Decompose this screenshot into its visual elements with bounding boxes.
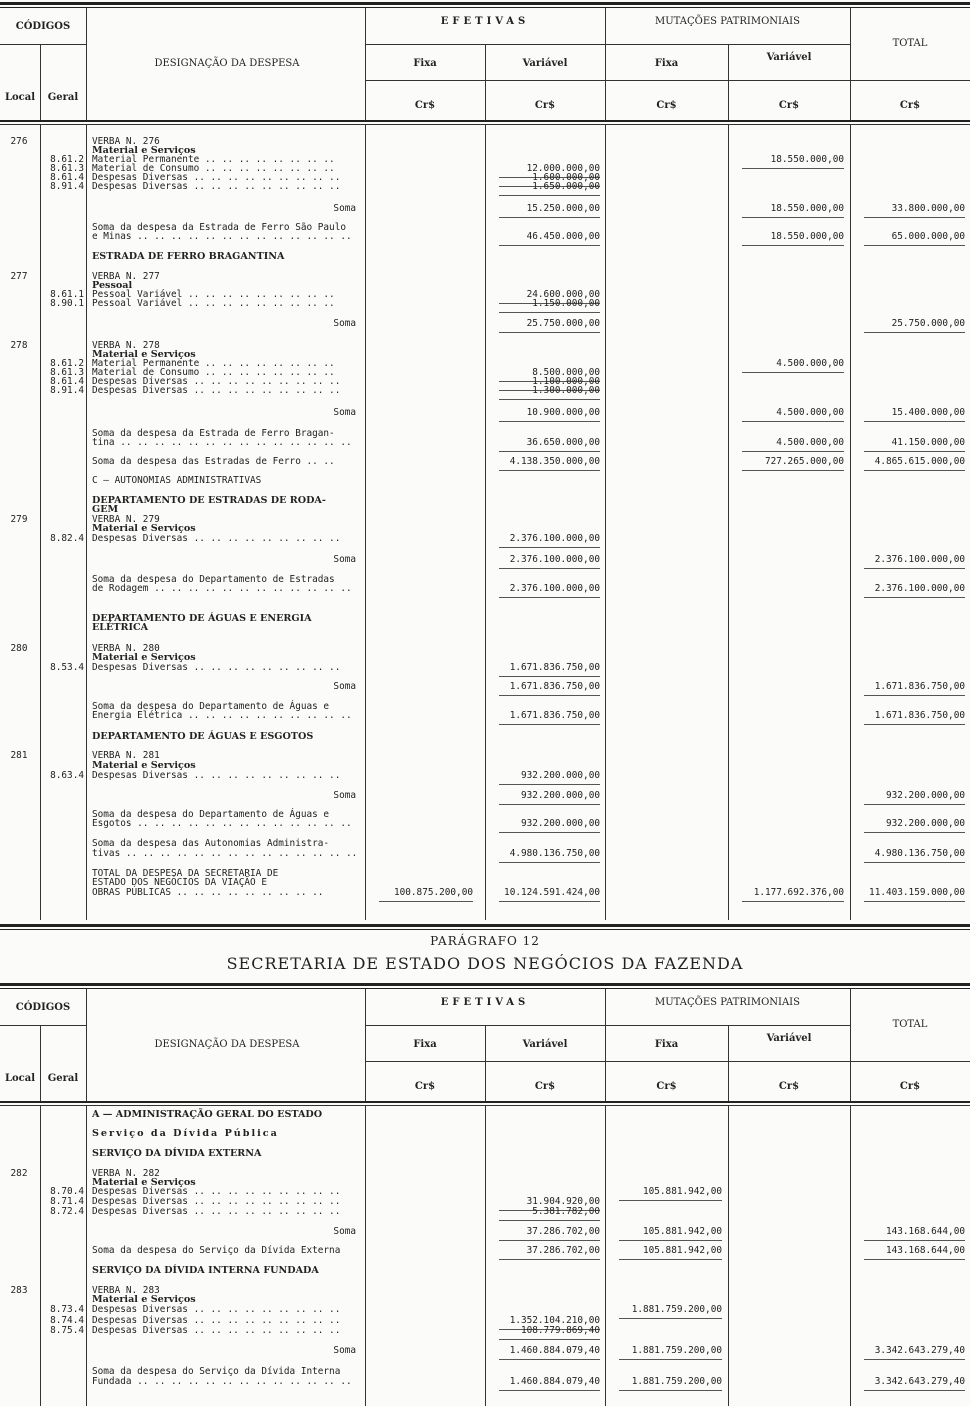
- code-local: 279: [10, 514, 28, 525]
- expense-description: Soma da despesa da Estrada de Ferro Bragan-: [92, 428, 335, 439]
- code-geral: 8.61.4: [50, 376, 84, 387]
- fixa-header: Fixa: [413, 1039, 437, 1050]
- code-geral: 8.61.3: [50, 163, 84, 174]
- currency-header: Cr$: [414, 1081, 436, 1092]
- amount-rule: [499, 217, 600, 218]
- currency-header: Cr$: [414, 100, 436, 111]
- code-geral: 8.70.4: [50, 1186, 84, 1197]
- amount-rule: [499, 901, 600, 902]
- amount-c2: 15.250.000,00: [526, 203, 600, 214]
- amount-rule: [742, 901, 844, 902]
- amount-c5: 143.168.644,00: [885, 1226, 965, 1237]
- mutacoes-header: MUTAÇÕES PATRIMONIAIS: [655, 997, 800, 1008]
- expense-description: Pessoal: [92, 280, 133, 291]
- amount-rule: [499, 421, 600, 422]
- header-divider: [86, 8, 87, 120]
- expense-description: Despesas Diversas .. .. .. .. .. .. .. .. ..: [92, 1196, 341, 1207]
- amount-c2: 25.750.000,00: [526, 318, 600, 329]
- variavel-header: Variável: [522, 1039, 568, 1050]
- section-title: SECRETARIA DE ESTADO DOS NEGÓCIOS DA FAZENDA: [226, 954, 744, 973]
- amount-rule: [499, 804, 600, 805]
- amount-c2: 12.000.000,00: [526, 163, 600, 174]
- amount-c2: 31.904.920,00: [526, 1196, 600, 1207]
- expense-description: Despesas Diversas .. .. .. .. .. .. .. .. ..: [92, 533, 341, 544]
- currency-header: Cr$: [778, 100, 800, 111]
- amount-c4: 727.265.000,00: [764, 456, 844, 467]
- amount-rule: [499, 195, 600, 196]
- amount-c2: 37.286.702,00: [526, 1245, 600, 1256]
- code-geral: 8.61.3: [50, 367, 84, 378]
- amount-c2: 2.376.100.000,00: [509, 583, 600, 594]
- expense-description: tina .. .. .. .. .. .. .. .. .. .. .. .. .. ..: [92, 437, 352, 448]
- expense-description: Despesas Diversas .. .. .. .. .. .. .. .. ..: [92, 385, 341, 396]
- expense-description: Soma da despesa do Departamento de Águas e: [92, 809, 330, 820]
- amount-c2: 1.100.000,00: [532, 376, 600, 387]
- amount-rule: [499, 862, 600, 863]
- code-geral: 8.53.4: [50, 662, 84, 673]
- expense-description: Fundada .. .. .. .. .. .. .. .. .. .. .. .. ..: [92, 1376, 352, 1387]
- expense-description: Despesas Diversas .. .. .. .. .. .. .. .. ..: [92, 172, 341, 183]
- column-divider: [728, 1106, 729, 1406]
- currency-header: Cr$: [778, 1081, 800, 1092]
- amount-c4: 18.550.000,00: [770, 203, 844, 214]
- expense-description: A — ADMINISTRAÇÃO GERAL DO ESTADO: [92, 1109, 323, 1120]
- amount-rule: [499, 332, 600, 333]
- variavel2-header: Variável: [766, 52, 812, 63]
- expense-description: Despesas Diversas .. .. .. .. .. .. .. .. ..: [92, 1315, 341, 1326]
- expense-description: Material de Consumo .. .. .. .. .. .. .. ..: [92, 163, 335, 174]
- code-geral: 8.91.4: [50, 181, 84, 192]
- expense-description: Soma da despesa do Serviço da Dívida Interna: [92, 1366, 341, 1377]
- code-geral: 8.72.4: [50, 1206, 84, 1217]
- amount-c3: 105.881.942,00: [642, 1245, 722, 1256]
- amount-rule: [864, 901, 965, 902]
- amount-rule: [864, 568, 965, 569]
- column-divider: [86, 1106, 87, 1406]
- amount-c3: 1.881.759.200,00: [631, 1304, 722, 1315]
- amount-c3: 1.881.759.200,00: [631, 1345, 722, 1356]
- expense-description: SERVIÇO DA DÍVIDA INTERNA FUNDADA: [92, 1265, 319, 1276]
- amount-c5: 65.000.000,00: [891, 231, 965, 242]
- amount-c5: 4.865.615.000,00: [874, 456, 965, 467]
- amount-c3: 105.881.942,00: [642, 1186, 722, 1197]
- code-geral: 8.75.4: [50, 1325, 84, 1336]
- section-rule-thin: [0, 988, 970, 989]
- amount-rule: [864, 1359, 965, 1360]
- amount-c3: 1.881.759.200,00: [631, 1376, 722, 1387]
- amount-c2: 932.200.000,00: [520, 790, 600, 801]
- expense-description: Material Permanente .. .. .. .. .. .. .. ..: [92, 154, 335, 165]
- amount-rule: [379, 901, 473, 902]
- expense-description: Serviço da Dívida Pública: [92, 1128, 279, 1139]
- code-geral: 8.61.2: [50, 154, 84, 165]
- expense-description: Despesas Diversas .. .. .. .. .. .. .. .. ..: [92, 770, 341, 781]
- expense-description: Material Permanente .. .. .. .. .. .. .. ..: [92, 358, 335, 369]
- expense-description: Soma: [333, 790, 356, 801]
- paragraph-label: PARÁGRAFO 12: [430, 934, 540, 948]
- amount-c5: 143.168.644,00: [885, 1245, 965, 1256]
- mutacoes-header: MUTAÇÕES PATRIMONIAIS: [655, 16, 800, 27]
- expense-description: Soma: [333, 554, 356, 565]
- mid-rule-thin: [0, 929, 970, 930]
- amount-rule: [499, 451, 600, 452]
- amount-rule: [499, 724, 600, 725]
- amount-c2: 2.376.100.000,00: [509, 533, 600, 544]
- top-rule: [0, 2, 970, 5]
- expense-description: TOTAL DA DESPESA DA SECRETARIA DE: [92, 868, 279, 879]
- column-divider: [365, 124, 366, 920]
- code-geral: 8.63.4: [50, 770, 84, 781]
- expense-description: Soma: [333, 203, 356, 214]
- expense-description: DEPARTAMENTO DE ÁGUAS E ESGOTOS: [92, 731, 314, 742]
- amount-c2: 1.460.884.079,40: [509, 1345, 600, 1356]
- code-local: 282: [10, 1168, 28, 1179]
- amount-rule: [864, 695, 965, 696]
- code-local: 280: [10, 643, 28, 654]
- amount-c4: 4.500.000,00: [776, 407, 844, 418]
- amount-c2: 4.138.350.000,00: [509, 456, 600, 467]
- amount-c2: 24.600.000,00: [526, 289, 600, 300]
- expense-description: Soma da despesa do Departamento de Estradas: [92, 574, 335, 585]
- code-local: 278: [10, 340, 28, 351]
- expense-description: Soma da despesa do Departamento de Águas e: [92, 701, 330, 712]
- column-divider: [728, 124, 729, 920]
- amount-c5: 2.376.100.000,00: [874, 554, 965, 565]
- amount-c2: 932.200.000,00: [520, 818, 600, 829]
- expense-description: DEPARTAMENTO DE ÁGUAS E ENERGIA: [92, 613, 312, 624]
- amount-c5: 4.980.136.750,00: [874, 848, 965, 859]
- amount-c5: 15.400.000,00: [891, 407, 965, 418]
- code-local: 277: [10, 271, 28, 282]
- expense-description: Esgotos .. .. .. .. .. .. .. .. .. .. .. .. ..: [92, 818, 352, 829]
- header-line: [365, 1025, 850, 1026]
- expense-description: DEPARTAMENTO DE ESTRADAS DE RODA-: [92, 495, 326, 506]
- total-header: TOTAL: [892, 38, 928, 49]
- expense-description: Soma da despesa das Estradas de Ferro .. ..: [92, 456, 335, 467]
- currency-header: Cr$: [656, 100, 677, 111]
- amount-rule: [864, 332, 965, 333]
- expense-description: Despesas Diversas .. .. .. .. .. .. .. .. ..: [92, 1325, 341, 1336]
- amount-rule: [864, 1390, 965, 1391]
- amount-c2: 1.300.000,00: [532, 385, 600, 396]
- amount-c2: 8.500.000,00: [532, 367, 600, 378]
- expense-description: ESTRADA DE FERRO BRAGANTINA: [92, 251, 285, 262]
- code-geral: 8.90.1: [50, 298, 84, 309]
- amount-rule: [864, 470, 965, 471]
- expense-description: Despesas Diversas .. .. .. .. .. .. .. .. ..: [92, 662, 341, 673]
- column-divider: [605, 124, 606, 920]
- expense-description: Energia Elétrica .. .. .. .. .. .. .. .. .. ..: [92, 710, 352, 721]
- amount-c2: 1.650.000,00: [532, 181, 600, 192]
- amount-c5: 11.403.159.000,00: [869, 887, 965, 898]
- expense-description: Soma: [333, 681, 356, 692]
- amount-rule: [864, 832, 965, 833]
- code-geral: 8.73.4: [50, 1304, 84, 1315]
- currency-header: Cr$: [899, 1081, 921, 1092]
- amount-rule: [499, 1259, 600, 1260]
- expense-description: OBRAS PÚBLICAS .. .. .. .. .. .. .. .. ..: [92, 887, 324, 898]
- amount-rule: [742, 168, 844, 169]
- amount-rule: [499, 1240, 600, 1241]
- codigos-header: CÓDIGOS: [15, 1002, 71, 1013]
- expense-description: VERBA N. 281: [92, 750, 160, 761]
- expense-description: Soma: [333, 1345, 356, 1356]
- currency-header: Cr$: [534, 1081, 556, 1092]
- amount-c2: 2.376.100.000,00: [509, 554, 600, 565]
- expense-description: Soma da despesa do Serviço da Dívida Externa: [92, 1245, 341, 1256]
- mid-rule: [0, 924, 970, 927]
- expense-description: VERBA N. 282: [92, 1168, 160, 1179]
- currency-header: Cr$: [899, 100, 921, 111]
- amount-c2: 1.460.884.079,40: [509, 1376, 600, 1387]
- designacao-header: DESIGNAÇÃO DA DESPESA: [154, 58, 300, 69]
- column-divider: [40, 124, 41, 920]
- amount-rule: [499, 695, 600, 696]
- amount-rule: [742, 245, 844, 246]
- fixa2-header: Fixa: [654, 58, 679, 69]
- designacao-header: DESIGNAÇÃO DA DESPESA: [154, 1039, 300, 1050]
- amount-c2: 37.286.702,00: [526, 1226, 600, 1237]
- amount-rule: [619, 1200, 722, 1201]
- amount-c5: 3.342.643.279,40: [874, 1376, 965, 1387]
- variavel2-header: Variável: [766, 1033, 812, 1044]
- amount-c2: 4.980.136.750,00: [509, 848, 600, 859]
- amount-rule: [864, 451, 965, 452]
- amount-rule: [864, 245, 965, 246]
- expense-description: Soma: [333, 1226, 356, 1237]
- amount-c4: 1.177.692.376,00: [753, 887, 844, 898]
- header-line: [365, 80, 970, 81]
- header-line: [0, 120, 970, 122]
- amount-c5: 33.800.000,00: [891, 203, 965, 214]
- expense-description: ESTADO DOS NEGÓCIOS DA VIAÇÃO E: [92, 877, 267, 888]
- expense-description: Material e Serviços: [92, 1177, 196, 1188]
- expense-description: Material e Serviços: [92, 349, 196, 360]
- column-divider: [605, 1106, 606, 1406]
- amount-rule: [499, 470, 600, 471]
- code-geral: 8.74.4: [50, 1315, 84, 1326]
- amount-rule: [864, 1259, 965, 1260]
- expense-description: Despesas Diversas .. .. .. .. .. .. .. .. ..: [92, 1186, 341, 1197]
- expense-description: Material e Serviços: [92, 1294, 196, 1305]
- amount-rule: [499, 399, 600, 400]
- expense-description: Despesas Diversas .. .. .. .. .. .. .. .. ..: [92, 376, 341, 387]
- section-rule: [0, 983, 970, 986]
- code-local: 283: [10, 1285, 28, 1296]
- amount-c4: 18.550.000,00: [770, 154, 844, 165]
- amount-c1: 100.875.200,00: [393, 887, 473, 898]
- efetivas-header: EFETIVAS: [440, 997, 530, 1008]
- amount-rule: [499, 784, 600, 785]
- expense-description: VERBA N. 283: [92, 1285, 160, 1296]
- local-header: Local: [4, 1073, 36, 1084]
- amount-rule: [864, 724, 965, 725]
- amount-c5: 41.150.000,00: [891, 437, 965, 448]
- amount-rule: [499, 547, 600, 548]
- amount-c5: 3.342.643.279,40: [874, 1345, 965, 1356]
- amount-rule: [499, 597, 600, 598]
- codigos-header: CÓDIGOS: [15, 21, 71, 32]
- amount-rule: [864, 1240, 965, 1241]
- currency-header: Cr$: [656, 1081, 677, 1092]
- expense-description: Material e Serviços: [92, 760, 196, 771]
- fixa2-header: Fixa: [654, 1039, 679, 1050]
- amount-rule: [864, 804, 965, 805]
- amount-rule: [864, 862, 965, 863]
- header-divider: [40, 1025, 41, 1101]
- column-divider: [40, 1106, 41, 1406]
- amount-rule: [619, 1390, 722, 1391]
- amount-rule: [742, 217, 844, 218]
- amount-rule: [499, 832, 600, 833]
- expense-description: Soma: [333, 318, 356, 329]
- amount-c4: 4.500.000,00: [776, 358, 844, 369]
- expense-description: de Rodagem .. .. .. .. .. .. .. .. .. .. .. ..: [92, 583, 352, 594]
- amount-rule: [619, 1318, 722, 1319]
- amount-c2: 36.650.000,00: [526, 437, 600, 448]
- header-line: [365, 44, 850, 45]
- amount-c5: 932.200.000,00: [885, 818, 965, 829]
- amount-rule: [864, 597, 965, 598]
- amount-c2: 932.200.000,00: [520, 770, 600, 781]
- expense-description: VERBA N. 277: [92, 271, 160, 282]
- code-local: 281: [10, 750, 28, 761]
- amount-rule: [499, 1339, 600, 1340]
- amount-rule: [499, 1220, 600, 1221]
- amount-rule: [499, 1359, 600, 1360]
- expense-description: VERBA N. 280: [92, 643, 160, 654]
- amount-rule: [864, 217, 965, 218]
- expense-description: Soma: [333, 407, 356, 418]
- amount-rule: [742, 470, 844, 471]
- column-divider: [850, 1106, 851, 1406]
- header-divider: [40, 44, 41, 120]
- amount-rule: [499, 568, 600, 569]
- expense-description: tivas .. .. .. .. .. .. .. .. .. .. .. .. .. ..: [92, 848, 358, 859]
- expense-description: Despesas Diversas .. .. .. .. .. .. .. .. ..: [92, 1206, 341, 1217]
- column-divider: [86, 124, 87, 920]
- amount-rule: [864, 421, 965, 422]
- amount-rule: [619, 1259, 722, 1260]
- amount-rule: [742, 421, 844, 422]
- amount-c2: 1.600.000,00: [532, 172, 600, 183]
- code-geral: 8.61.1: [50, 289, 84, 300]
- amount-c4: 4.500.000,00: [776, 437, 844, 448]
- code-geral: 8.61.4: [50, 172, 84, 183]
- amount-c2: 46.450.000,00: [526, 231, 600, 242]
- expense-description: Material e Serviços: [92, 145, 196, 156]
- expense-description: e Minas .. .. .. .. .. .. .. .. .. .. .. .. ..: [92, 231, 352, 242]
- expense-description: Material e Serviços: [92, 523, 196, 534]
- expense-description: SERVIÇO DA DÍVIDA EXTERNA: [92, 1148, 262, 1159]
- amount-c2: 1.671.836.750,00: [509, 710, 600, 721]
- expense-description: VERBA N. 279: [92, 514, 160, 525]
- amount-rule: [499, 312, 600, 313]
- expense-description: Soma da despesa das Autonomias Administra-: [92, 838, 330, 849]
- expense-description: VERBA N. 278: [92, 340, 160, 351]
- expense-description: Despesas Diversas .. .. .. .. .. .. .. .. ..: [92, 1304, 341, 1315]
- geral-header: Geral: [47, 1073, 79, 1084]
- expense-description: Soma da despesa da Estrada de Ferro São Paulo: [92, 222, 346, 233]
- code-geral: 8.91.4: [50, 385, 84, 396]
- header-line: [0, 1025, 86, 1026]
- expense-description: Despesas Diversas .. .. .. .. .. .. .. .. ..: [92, 181, 341, 192]
- expense-description: GEM: [92, 504, 119, 515]
- header-line: [365, 1061, 970, 1062]
- amount-c5: 1.671.836.750,00: [874, 710, 965, 721]
- amount-c4: 18.550.000,00: [770, 231, 844, 242]
- amount-c2: 1.352.104.210,00: [509, 1315, 600, 1326]
- amount-c2: 1.671.836.750,00: [509, 662, 600, 673]
- amount-c2: 1.671.836.750,00: [509, 681, 600, 692]
- expense-description: C — AUTONOMIAS ADMINISTRATIVAS: [92, 475, 262, 486]
- column-divider: [365, 1106, 366, 1406]
- currency-header: Cr$: [534, 100, 556, 111]
- amount-c5: 25.750.000,00: [891, 318, 965, 329]
- amount-rule: [499, 676, 600, 677]
- amount-c2: 108.779.869,40: [520, 1325, 600, 1336]
- top-rule-thin: [0, 7, 970, 8]
- code-geral: 8.71.4: [50, 1196, 84, 1207]
- amount-rule: [499, 245, 600, 246]
- code-local: 276: [10, 136, 28, 147]
- amount-c2: 10.124.591.424,00: [504, 887, 600, 898]
- header-line: [0, 1101, 970, 1103]
- code-geral: 8.82.4: [50, 533, 84, 544]
- amount-c5: 2.376.100.000,00: [874, 583, 965, 594]
- amount-rule: [742, 451, 844, 452]
- amount-c3: 105.881.942,00: [642, 1226, 722, 1237]
- fixa-header: Fixa: [413, 58, 437, 69]
- amount-c2: 1.150.000,00: [532, 298, 600, 309]
- expense-description: Material de Consumo .. .. .. .. .. .. .. ..: [92, 367, 335, 378]
- expense-description: VERBA N. 276: [92, 136, 160, 147]
- efetivas-header: EFETIVAS: [440, 16, 530, 27]
- total-header: TOTAL: [892, 1019, 928, 1030]
- amount-c2: 10.900.000,00: [526, 407, 600, 418]
- amount-rule: [619, 1240, 722, 1241]
- expense-description: Material e Serviços: [92, 652, 196, 663]
- amount-c2: 5.381.782,00: [532, 1206, 600, 1217]
- amount-c5: 1.671.836.750,00: [874, 681, 965, 692]
- amount-c5: 932.200.000,00: [885, 790, 965, 801]
- geral-header: Geral: [47, 92, 79, 103]
- code-geral: 8.61.2: [50, 358, 84, 369]
- amount-rule: [499, 1390, 600, 1391]
- column-divider: [485, 1106, 486, 1406]
- expense-description: Pessoal Variável .. .. .. .. .. .. .. .. ..: [92, 289, 335, 300]
- header-divider: [86, 989, 87, 1101]
- expense-description: Pessoal Variável .. .. .. .. .. .. .. .. ..: [92, 298, 335, 309]
- header-line: [0, 44, 86, 45]
- variavel-header: Variável: [522, 58, 568, 69]
- expense-description: ELÉTRICA: [92, 622, 149, 633]
- local-header: Local: [4, 92, 36, 103]
- amount-rule: [619, 1359, 722, 1360]
- amount-rule: [742, 372, 844, 373]
